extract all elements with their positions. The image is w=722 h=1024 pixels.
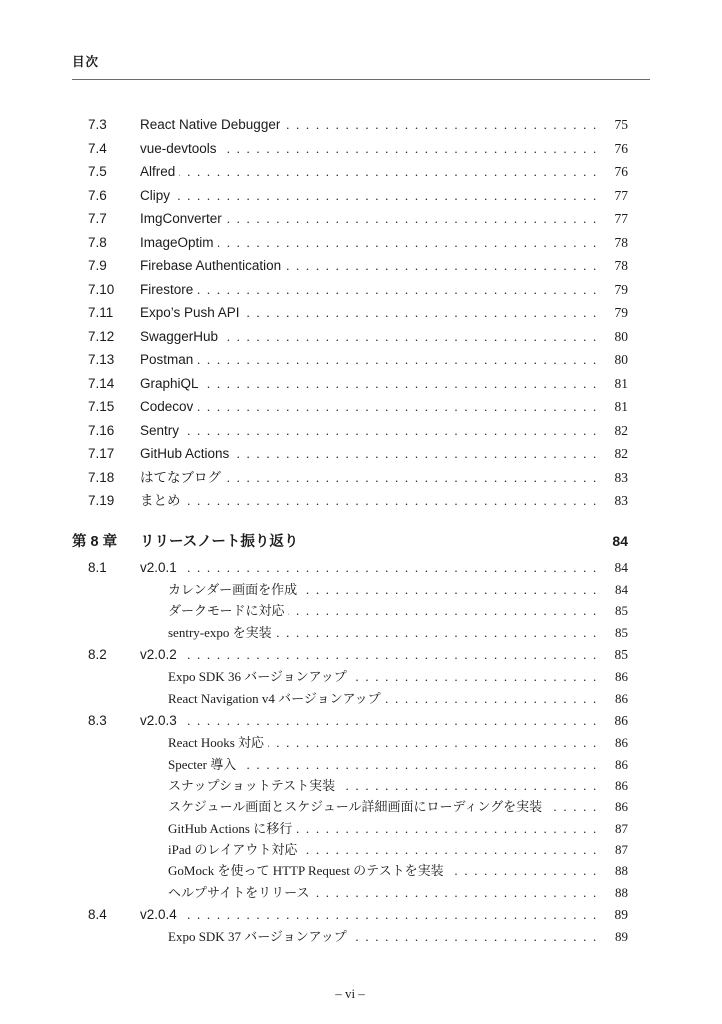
dot-leader	[448, 860, 598, 881]
toc-entry-page: 79	[614, 281, 628, 297]
toc-entry-page: 86	[615, 690, 628, 706]
toc-entry-page: 87	[615, 841, 628, 857]
dot-leader	[179, 160, 598, 184]
header-rule	[72, 79, 650, 80]
toc-entry-page: 85	[615, 624, 628, 640]
dot-leader	[197, 278, 598, 302]
dot-leader	[268, 732, 598, 753]
toc-entry-title: Clipy	[140, 187, 171, 203]
toc-entry-page: 88	[615, 863, 628, 879]
dot-leader	[203, 372, 598, 396]
toc-entry-section[interactable]	[72, 207, 628, 231]
toc-entry-number: 7.3	[88, 117, 107, 132]
toc-entry-number: 7.18	[88, 469, 115, 485]
toc-entry-section[interactable]	[72, 419, 628, 443]
toc-entry-page: 86	[615, 799, 628, 815]
toc-entry-title: GraphiQL	[140, 375, 199, 391]
toc-entry-title: Postman	[140, 352, 194, 367]
toc-entry-subsection[interactable]	[72, 666, 628, 687]
dot-leader	[313, 882, 598, 903]
toc-entry-page: 84	[612, 532, 628, 549]
toc-entry-section[interactable]	[72, 325, 628, 349]
toc-entry-page: 80	[614, 352, 628, 367]
toc-entry-section[interactable]	[72, 489, 628, 513]
toc-entry-section[interactable]	[72, 160, 628, 184]
toc-entry-page: 78	[614, 258, 628, 273]
toc-entry-title: GoMock を使って HTTP Request のテストを実装	[168, 863, 444, 879]
toc-entry-section[interactable]	[72, 709, 628, 733]
dot-leader	[226, 207, 598, 231]
toc-entry-section[interactable]	[72, 278, 628, 302]
toc-entry-page: 83	[614, 493, 628, 508]
dot-leader	[218, 231, 598, 255]
dot-leader	[288, 600, 598, 621]
dot-leader	[181, 556, 598, 580]
toc-entry-title: sentry-expo を実装	[168, 624, 272, 640]
toc-entry-title: Specter 導入	[168, 756, 237, 772]
toc-entry-title: Firebase Authentication	[140, 258, 282, 273]
dot-leader	[222, 325, 598, 349]
dot-leader	[301, 579, 598, 600]
toc-entry-title: Alfred	[140, 164, 176, 179]
toc-header	[72, 52, 650, 80]
dot-leader	[233, 442, 598, 466]
toc-entry-subsection[interactable]	[72, 926, 628, 947]
toc-entry-number: 7.12	[88, 328, 115, 344]
toc-entry-page: 77	[614, 211, 628, 226]
toc-entry-page: 86	[615, 669, 628, 685]
toc-entry-page: 78	[614, 234, 628, 250]
toc-entry-number: 7.7	[88, 211, 107, 226]
toc-entry-number: 7.19	[88, 493, 115, 508]
toc-entry-page: 88	[615, 884, 628, 900]
toc-entry-page: 76	[614, 140, 628, 156]
toc-entry-page: 86	[615, 735, 628, 751]
toc-entry-subsection[interactable]	[72, 732, 628, 753]
toc-entry-page: 81	[614, 375, 628, 391]
toc-entry-number: 7.13	[88, 352, 115, 367]
toc-entry-title: Codecov	[140, 399, 194, 414]
toc-entry-title: v2.0.2	[140, 646, 177, 662]
toc-header-title: 目次	[72, 55, 100, 69]
toc-entry-subsection[interactable]	[72, 839, 628, 860]
toc-entry-subsection[interactable]	[72, 818, 628, 839]
dot-leader	[546, 796, 598, 817]
dot-leader	[296, 818, 598, 839]
toc-entry-section[interactable]	[72, 231, 628, 255]
dot-leader	[284, 113, 598, 137]
toc-entry-number: 8.1	[88, 559, 107, 575]
toc-entry-title: React Native Debugger	[140, 117, 281, 132]
toc-entry-page: 83	[614, 469, 628, 485]
toc-entry-subsection[interactable]	[72, 600, 628, 621]
toc-entry-section[interactable]	[72, 466, 628, 490]
toc-entry-title: スナップショットテスト実装	[168, 778, 336, 794]
toc-entry-subsection[interactable]	[72, 796, 628, 817]
toc-entry-title: v2.0.3	[140, 712, 177, 728]
toc-entry-section[interactable]	[72, 254, 628, 278]
dot-leader	[302, 528, 598, 554]
toc-entry-title: リリースノート振り返り	[140, 533, 299, 550]
toc-entry-subsection[interactable]	[72, 688, 628, 709]
toc-entry-section[interactable]	[72, 113, 628, 137]
toc-entry-title: スケジュール画面とスケジュール詳細画面にローディングを実装	[168, 799, 543, 815]
toc-entry-page: 82	[614, 446, 628, 461]
toc-entry-section[interactable]	[72, 395, 628, 419]
toc-entry-title: GitHub Actions	[140, 446, 230, 461]
toc-entry-title: Expo SDK 37 バージョンアップ	[168, 929, 347, 945]
dot-leader	[197, 395, 598, 419]
toc-entry-title: ImgConverter	[140, 211, 222, 226]
toc-entry-title: はてなブログ	[140, 469, 221, 485]
toc-entry-title: Sentry	[140, 422, 180, 438]
toc-entry-title: Expo’s Push API	[140, 305, 240, 320]
dot-leader	[244, 301, 598, 325]
toc-entry-section[interactable]	[72, 301, 628, 325]
toc-entry-title: v2.0.4	[140, 906, 177, 922]
toc-entry-page: 86	[614, 712, 628, 728]
toc-entry-number: 第 8 章	[72, 533, 118, 550]
dot-leader	[181, 643, 598, 667]
toc-entry-number: 7.14	[88, 375, 115, 391]
toc-list	[72, 113, 628, 948]
toc-entry-number: 7.8	[88, 234, 107, 250]
toc-entry-title: ヘルプサイトをリリース	[168, 884, 310, 900]
toc-entry-section[interactable]	[72, 903, 628, 927]
toc-entry-subsection[interactable]	[72, 860, 628, 881]
toc-entry-page: 84	[615, 582, 628, 597]
dot-leader	[339, 775, 598, 796]
toc-entry-number: 7.16	[88, 422, 115, 438]
toc-entry-subsection[interactable]	[72, 579, 628, 600]
toc-entry-title: React Hooks 対応	[168, 735, 265, 751]
toc-entry-number: 7.9	[88, 258, 107, 273]
toc-entry-title: v2.0.1	[140, 559, 177, 575]
toc-entry-page: 79	[614, 305, 628, 320]
dot-leader	[181, 903, 598, 927]
toc-entry-number: 7.15	[88, 399, 115, 414]
dot-leader	[197, 348, 598, 372]
toc-entry-page: 84	[614, 559, 628, 575]
toc-entry-number: 8.3	[88, 712, 107, 728]
toc-entry-title: iPad のレイアウト対応	[168, 841, 298, 857]
toc-entry-page: 75	[614, 117, 628, 132]
toc-entry-number: 7.4	[88, 140, 107, 156]
toc-entry-number: 7.6	[88, 187, 107, 203]
toc-entry-subsection[interactable]	[72, 775, 628, 796]
toc-entry-page: 76	[614, 164, 628, 179]
toc-entry-title: ImageOptim	[140, 234, 214, 250]
dot-leader	[285, 254, 598, 278]
toc-entry-title: Firestore	[140, 281, 194, 297]
toc-entry-section[interactable]	[72, 184, 628, 208]
toc-entry-number: 7.17	[88, 446, 115, 461]
dot-leader	[351, 666, 598, 687]
toc-entry-page: 89	[614, 906, 628, 922]
toc-entry-title: ダークモードに対応	[168, 603, 285, 619]
toc-entry-subsection[interactable]	[72, 622, 628, 643]
page-number-label: – vi –	[335, 986, 365, 1001]
toc-entry-page: 89	[615, 929, 628, 945]
dot-leader	[276, 622, 598, 643]
page-footer	[72, 986, 628, 1002]
dot-leader	[221, 137, 598, 161]
toc-entry-title: Expo SDK 36 バージョンアップ	[168, 669, 347, 685]
toc-entry-title: カレンダー画面を作成	[168, 582, 298, 597]
toc-entry-number: 7.11	[88, 305, 114, 320]
toc-entry-page: 85	[614, 646, 628, 662]
toc-entry-page: 82	[614, 422, 628, 438]
toc-entry-title: まとめ	[140, 493, 181, 508]
toc-entry-subsection[interactable]	[72, 754, 628, 775]
toc-entry-section[interactable]	[72, 442, 628, 466]
toc-entry-section[interactable]	[72, 348, 628, 372]
dot-leader	[185, 489, 599, 513]
dot-leader	[181, 709, 598, 733]
toc-entry-number: 7.5	[88, 164, 107, 179]
toc-entry-section[interactable]	[72, 137, 628, 161]
toc-entry-subsection[interactable]	[72, 882, 628, 903]
dot-leader	[225, 466, 598, 490]
toc-entry-page: 87	[615, 820, 628, 836]
dot-leader	[174, 184, 598, 208]
dot-leader	[183, 419, 598, 443]
dot-leader	[240, 754, 598, 775]
dot-leader	[351, 926, 598, 947]
toc-entry-title: SwaggerHub	[140, 328, 219, 344]
toc-entry-title: GitHub Actions に移行	[168, 820, 293, 836]
toc-entry-section[interactable]	[72, 372, 628, 396]
toc-entry-page: 86	[615, 756, 628, 772]
toc-entry-number: 7.10	[88, 281, 115, 297]
toc-entry-page: 81	[614, 399, 628, 414]
toc-entry-number: 8.4	[88, 906, 107, 922]
toc-entry-chapter[interactable]	[72, 528, 628, 554]
toc-entry-page: 80	[614, 328, 628, 344]
toc-entry-page: 85	[615, 603, 628, 619]
toc-entry-number: 8.2	[88, 646, 107, 662]
toc-entry-section[interactable]	[72, 643, 628, 667]
dot-leader	[385, 688, 598, 709]
toc-entry-page: 86	[615, 778, 628, 794]
toc-entry-title: React Navigation v4 バージョンアップ	[168, 690, 381, 706]
toc-entry-section[interactable]	[72, 556, 628, 580]
toc-entry-page: 77	[614, 187, 628, 203]
toc-entry-title: vue-devtools	[140, 140, 217, 156]
dot-leader	[301, 839, 598, 860]
